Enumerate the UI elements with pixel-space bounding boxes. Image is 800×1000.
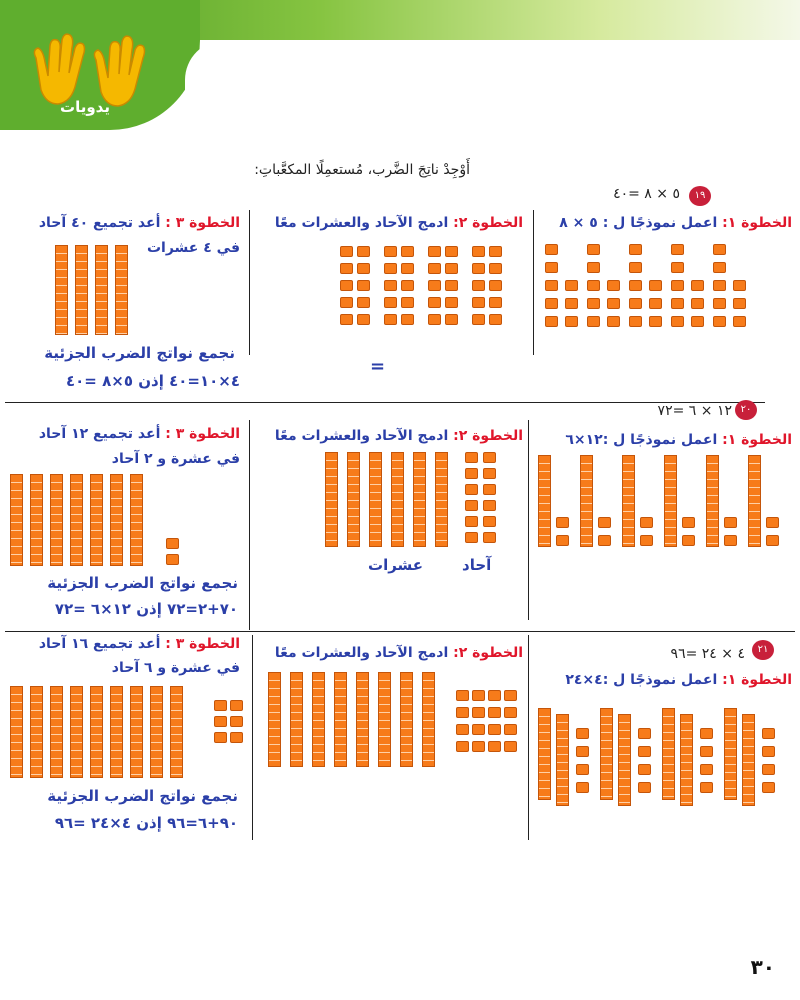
unit-cube	[472, 297, 485, 308]
unit-cube	[445, 280, 458, 291]
ten-rod	[150, 686, 163, 778]
divider	[5, 631, 795, 632]
unit-cube	[472, 724, 485, 735]
ten-rod	[130, 686, 143, 778]
unit-cube	[671, 280, 684, 291]
unit-cube	[456, 724, 469, 735]
unit-cube	[465, 516, 478, 527]
unit-cube	[545, 280, 558, 291]
unit-cube	[340, 246, 353, 257]
ten-rod	[50, 686, 63, 778]
unit-cube	[488, 707, 501, 718]
unit-cube	[576, 782, 589, 793]
unit-cube	[489, 246, 502, 257]
unit-cube	[472, 314, 485, 325]
equation: ٤ × ٢٤ =٩٦	[670, 646, 745, 662]
step3-rods-model	[10, 686, 250, 781]
ten-rod	[748, 455, 761, 547]
unit-cube	[649, 298, 662, 309]
unit-cube	[465, 532, 478, 543]
unit-cube	[587, 244, 600, 255]
unit-cube	[166, 538, 179, 549]
step3-header: الخطوة ٣ : أعد تجميع ١٢ آحاد	[38, 426, 240, 442]
unit-cube	[671, 262, 684, 273]
unit-cube	[483, 516, 496, 527]
divider	[528, 420, 529, 620]
divider	[249, 210, 250, 355]
unit-cube	[214, 716, 227, 727]
ten-rod	[130, 474, 143, 566]
unit-cube	[428, 314, 441, 325]
unit-cube	[587, 298, 600, 309]
unit-cube	[489, 263, 502, 274]
step2-rods-model	[325, 452, 505, 552]
unit-cube	[401, 263, 414, 274]
step1-cubes-model	[545, 244, 745, 334]
unit-cube	[472, 263, 485, 274]
unit-cube	[340, 297, 353, 308]
unit-cube	[488, 724, 501, 735]
ten-rod	[312, 672, 325, 767]
unit-cube	[649, 316, 662, 327]
unit-cube	[700, 782, 713, 793]
unit-cube	[357, 280, 370, 291]
step3-rods-model	[55, 245, 135, 335]
ten-rod	[30, 686, 43, 778]
divider	[249, 420, 250, 630]
unit-cube	[483, 500, 496, 511]
unit-cube	[700, 746, 713, 757]
ten-rod	[378, 672, 391, 767]
ten-rod	[435, 452, 448, 547]
unit-cube	[691, 298, 704, 309]
unit-cube	[629, 316, 642, 327]
ten-rod	[356, 672, 369, 767]
ten-rod	[400, 672, 413, 767]
unit-cube	[166, 554, 179, 565]
unit-cube	[384, 314, 397, 325]
unit-cube	[488, 690, 501, 701]
step1-cubes-model	[538, 455, 778, 555]
ten-rod	[538, 708, 551, 800]
divider	[5, 402, 765, 403]
unit-cube	[428, 263, 441, 274]
step3-header: الخطوة ٣ : أعد تجميع ٤٠ آحاد	[38, 215, 240, 231]
ten-rod	[369, 452, 382, 547]
step3-line2: في ٤ عشرات	[146, 240, 240, 256]
unit-cube	[545, 244, 558, 255]
instructions: أَوْجِدْ ناتِجَ الضَّرب، مُستعمِلًا المكعَّباتِ:	[254, 162, 470, 178]
unit-cube	[607, 298, 620, 309]
unit-cube	[733, 316, 746, 327]
unit-cube	[607, 316, 620, 327]
unit-cube	[713, 316, 726, 327]
unit-cube	[576, 728, 589, 739]
ten-rod	[556, 714, 569, 806]
unit-cube	[445, 246, 458, 257]
step2-cubes-model	[340, 246, 510, 336]
unit-cube	[428, 280, 441, 291]
unit-cube	[483, 468, 496, 479]
unit-cube	[640, 517, 653, 528]
ten-rod	[664, 455, 677, 547]
step3-header: الخطوة ٣ : أعد تجميع ١٦ آحاد	[38, 636, 240, 652]
unit-cube	[472, 741, 485, 752]
unit-cube	[638, 764, 651, 775]
unit-cube	[214, 700, 227, 711]
unit-cube	[456, 741, 469, 752]
unit-cube	[357, 297, 370, 308]
unit-cube	[556, 535, 569, 546]
ten-rod	[70, 474, 83, 566]
unit-cube	[649, 280, 662, 291]
unit-cube	[465, 500, 478, 511]
unit-cube	[671, 244, 684, 255]
ten-rod	[622, 455, 635, 547]
unit-cube	[638, 746, 651, 757]
unit-cube	[401, 297, 414, 308]
ten-rod	[10, 474, 23, 566]
ten-rod	[90, 686, 103, 778]
ten-rod	[10, 686, 23, 778]
manipulatives-badge: يدويات	[60, 98, 110, 116]
step1-header: الخطوة ١: اعمل نموذجًا ل :١٢×٦	[565, 432, 792, 448]
unit-cube	[671, 316, 684, 327]
unit-cube	[766, 517, 779, 528]
unit-cube	[230, 732, 243, 743]
unit-cube	[472, 280, 485, 291]
ten-rod	[75, 245, 88, 335]
equals-sign: =	[370, 356, 386, 377]
unit-cube	[384, 246, 397, 257]
partial-products-summary: نجمع نواتج الضرب الجزئية	[47, 574, 238, 592]
unit-cube	[445, 314, 458, 325]
result: ٧٠+٢=٧٢ إذن ١٢×٦ =٧٢	[54, 600, 238, 618]
unit-cube	[700, 728, 713, 739]
unit-cube	[445, 263, 458, 274]
unit-cube	[401, 314, 414, 325]
ten-rod	[90, 474, 103, 566]
unit-cube	[587, 280, 600, 291]
unit-cube	[682, 535, 695, 546]
ten-rod	[724, 708, 737, 800]
unit-cube	[576, 764, 589, 775]
unit-cube	[545, 262, 558, 273]
unit-cube	[483, 452, 496, 463]
unit-cube	[556, 517, 569, 528]
unit-cube	[762, 746, 775, 757]
unit-cube	[565, 298, 578, 309]
unit-cube	[629, 262, 642, 273]
unit-cube	[340, 263, 353, 274]
ten-rod	[580, 455, 593, 547]
unit-cube	[489, 314, 502, 325]
unit-cube	[456, 707, 469, 718]
unit-cube	[762, 728, 775, 739]
unit-cube	[682, 517, 695, 528]
unit-cube	[488, 741, 501, 752]
page-number: ٣٠	[750, 955, 775, 979]
unit-cube	[733, 298, 746, 309]
unit-cube	[671, 298, 684, 309]
divider	[533, 210, 534, 355]
unit-cube	[428, 246, 441, 257]
unit-cube	[762, 782, 775, 793]
unit-cube	[483, 532, 496, 543]
unit-cube	[401, 280, 414, 291]
unit-cube	[587, 316, 600, 327]
unit-cube	[691, 316, 704, 327]
unit-cube	[598, 517, 611, 528]
step2-rods-model	[268, 672, 523, 767]
unit-cube	[598, 535, 611, 546]
unit-cube	[465, 452, 478, 463]
result: ٤×١٠=٤٠ إذن ٥×٨ =٤٠	[65, 372, 240, 390]
unit-cube	[724, 535, 737, 546]
ten-rod	[95, 245, 108, 335]
ten-rod	[30, 474, 43, 566]
unit-cube	[713, 280, 726, 291]
unit-cube	[504, 724, 517, 735]
unit-cube	[230, 700, 243, 711]
ten-rod	[706, 455, 719, 547]
unit-cube	[504, 707, 517, 718]
ten-rod	[290, 672, 303, 767]
unit-cube	[401, 246, 414, 257]
ten-rod	[391, 452, 404, 547]
ten-rod	[50, 474, 63, 566]
divider	[252, 635, 253, 840]
ten-rod	[170, 686, 183, 778]
unit-cube	[357, 263, 370, 274]
unit-cube	[733, 280, 746, 291]
step2-header: الخطوة ٢: ادمج الآحاد والعشرات معًا	[274, 428, 523, 444]
unit-cube	[565, 316, 578, 327]
unit-cube	[700, 764, 713, 775]
unit-cube	[384, 280, 397, 291]
ten-rod	[70, 686, 83, 778]
ten-rod	[680, 714, 693, 806]
unit-cube	[724, 517, 737, 528]
unit-cube	[340, 280, 353, 291]
unit-cube	[691, 280, 704, 291]
step2-header: الخطوة ٢: ادمج الآحاد والعشرات معًا	[274, 215, 523, 231]
unit-cube	[504, 690, 517, 701]
unit-cube	[465, 468, 478, 479]
unit-cube	[472, 707, 485, 718]
unit-cube	[472, 690, 485, 701]
problem-number-badge: ٢١	[752, 640, 774, 660]
unit-cube	[445, 297, 458, 308]
problem-number-badge: ٢٠	[735, 400, 757, 420]
unit-cube	[713, 298, 726, 309]
unit-cube	[465, 484, 478, 495]
unit-cube	[357, 246, 370, 257]
unit-cube	[640, 535, 653, 546]
unit-cube	[384, 263, 397, 274]
result: ٩٠+٦=٩٦ إذن ٤×٢٤ =٩٦	[54, 814, 238, 832]
ones-label: آحاد	[462, 556, 492, 574]
ten-rod	[662, 708, 675, 800]
ten-rod	[268, 672, 281, 767]
tens-label: عشرات	[368, 556, 424, 574]
ten-rod	[115, 245, 128, 335]
unit-cube	[762, 764, 775, 775]
step3-line2: في عشرة و ٢ آحاد	[111, 451, 240, 467]
ten-rod	[110, 474, 123, 566]
partial-products-summary: نجمع نواتج الضرب الجزئية	[44, 344, 235, 362]
unit-cube	[766, 535, 779, 546]
unit-cube	[713, 244, 726, 255]
ten-rod	[334, 672, 347, 767]
unit-cube	[638, 728, 651, 739]
unit-cube	[545, 316, 558, 327]
step1-header: الخطوة ١: اعمل نموذجًا ل : ٥ × ٨	[559, 215, 792, 231]
ten-rod	[538, 455, 551, 547]
divider	[528, 635, 529, 840]
ten-rod	[55, 245, 68, 335]
step3-rods-model	[10, 474, 190, 569]
unit-cube	[230, 716, 243, 727]
unit-cube	[456, 690, 469, 701]
unit-cube	[340, 314, 353, 325]
unit-cube	[489, 280, 502, 291]
unit-cube	[713, 262, 726, 273]
unit-cube	[472, 246, 485, 257]
partial-products-summary: نجمع نواتج الضرب الجزئية	[47, 787, 238, 805]
step3-line2: في عشرة و ٦ آحاد	[111, 660, 240, 676]
equation: ٥ × ٨ =٤٠	[613, 186, 680, 202]
ten-rod	[413, 452, 426, 547]
unit-cube	[428, 297, 441, 308]
unit-cube	[629, 298, 642, 309]
ten-rod	[325, 452, 338, 547]
ten-rod	[618, 714, 631, 806]
unit-cube	[587, 262, 600, 273]
problem-number-badge: ١٩	[689, 186, 711, 206]
unit-cube	[607, 280, 620, 291]
ten-rod	[347, 452, 360, 547]
unit-cube	[565, 280, 578, 291]
unit-cube	[576, 746, 589, 757]
unit-cube	[489, 297, 502, 308]
equation: ١٢ × ٦ =٧٢	[657, 403, 732, 419]
unit-cube	[214, 732, 227, 743]
ten-rod	[422, 672, 435, 767]
ten-rod	[110, 686, 123, 778]
ten-rod	[600, 708, 613, 800]
unit-cube	[483, 484, 496, 495]
unit-cube	[357, 314, 370, 325]
unit-cube	[545, 298, 558, 309]
unit-cube	[384, 297, 397, 308]
unit-cube	[629, 244, 642, 255]
step1-header: الخطوة ١: اعمل نموذجًا ل :٤×٢٤	[565, 672, 792, 688]
unit-cube	[504, 741, 517, 752]
unit-cube	[629, 280, 642, 291]
ten-rod	[742, 714, 755, 806]
step2-header: الخطوة ٢: ادمج الآحاد والعشرات معًا	[274, 645, 523, 661]
step1-cubes-model	[538, 708, 788, 808]
unit-cube	[638, 782, 651, 793]
